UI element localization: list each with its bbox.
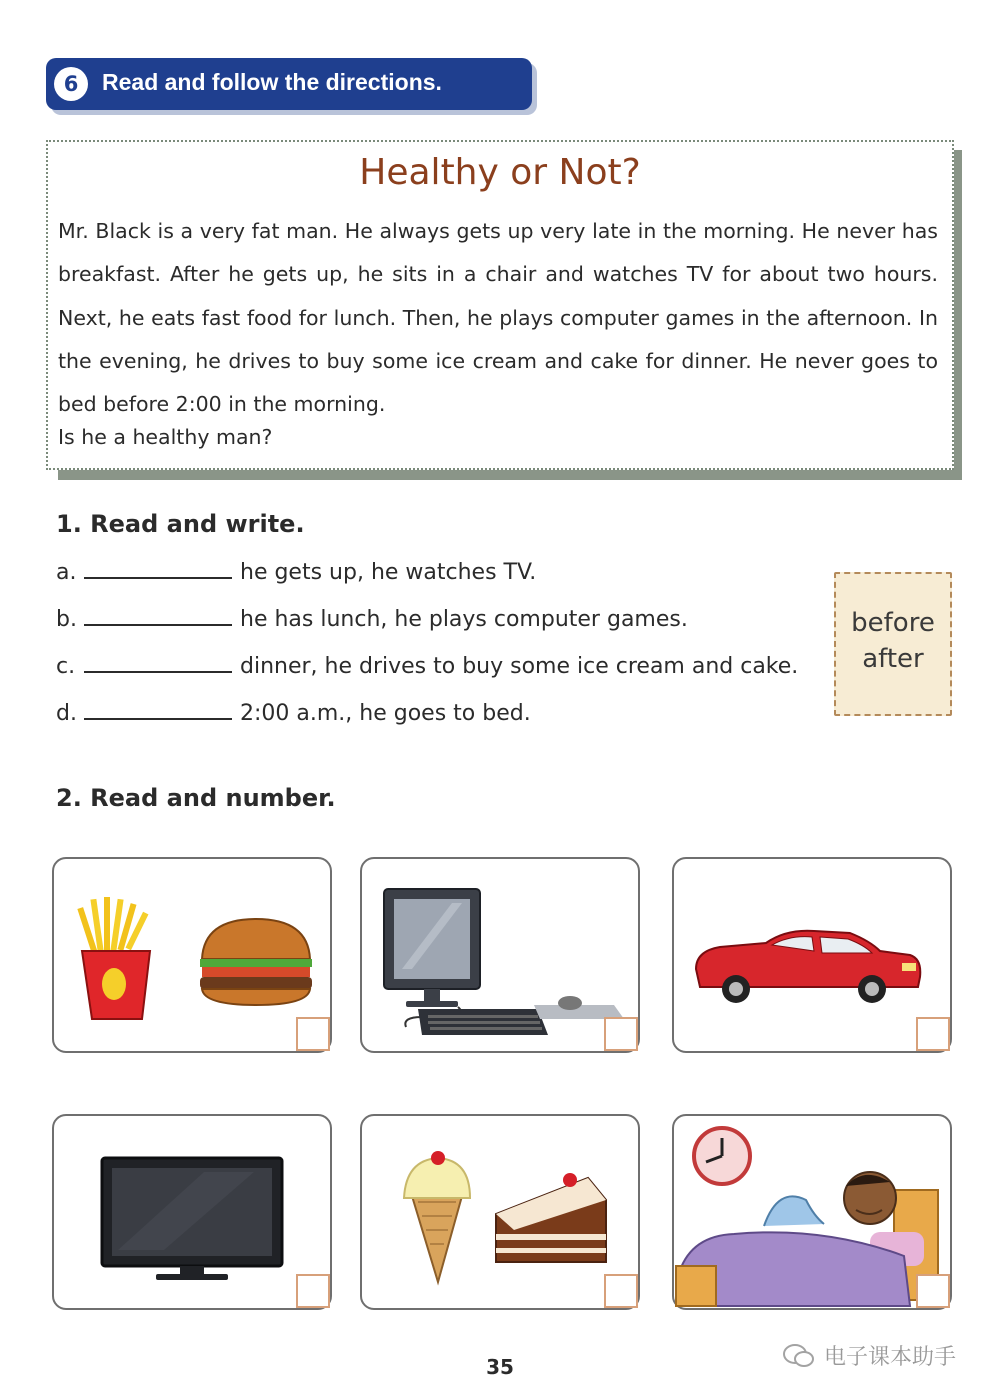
computer-icon bbox=[362, 859, 638, 1051]
item-text: he has lunch, he plays computer games. bbox=[240, 607, 688, 632]
number-box-3[interactable] bbox=[916, 1017, 950, 1051]
word-bank bbox=[834, 572, 952, 716]
car-icon bbox=[674, 859, 950, 1051]
instruction-banner bbox=[46, 58, 532, 110]
story-body: Mr. Black is a very fat man. He always gets up very late in the morning. He never has breakfast. After he gets up, he sits in a chair and watches TV for about two hours. Next, he eats fast food for lunch. Then, he plays computer games in the afternoon. In the evening, he drives to buy some ice cream and cake for dinner. He never goes to bed before 2:00 in the morning. bbox=[58, 219, 938, 417]
watermark bbox=[782, 1340, 956, 1371]
fill-row-b bbox=[56, 607, 688, 632]
item-letter: d. bbox=[56, 701, 77, 726]
picture-card-fast-food bbox=[52, 857, 332, 1053]
number-box-1[interactable] bbox=[296, 1017, 330, 1051]
item-letter: a. bbox=[56, 560, 77, 585]
fill-row-c bbox=[56, 654, 798, 679]
word-after: after bbox=[862, 644, 924, 674]
fill-row-a bbox=[56, 560, 536, 585]
story-question: Is he a healthy man? bbox=[58, 425, 273, 449]
story-title: Healthy or Not? bbox=[359, 152, 641, 193]
fill-row-d bbox=[56, 701, 531, 726]
page-number: 35 bbox=[486, 1355, 514, 1379]
picture-card-computer bbox=[360, 857, 640, 1053]
number-box-5[interactable] bbox=[604, 1274, 638, 1308]
tv-icon bbox=[54, 1116, 330, 1308]
answer-blank-b[interactable] bbox=[84, 608, 232, 626]
answer-blank-c[interactable] bbox=[84, 655, 232, 673]
instruction-text: Read and follow the directions. bbox=[102, 69, 442, 95]
item-text: he gets up, he watches TV. bbox=[240, 560, 537, 585]
number-box-2[interactable] bbox=[604, 1017, 638, 1051]
item-letter: b. bbox=[56, 607, 77, 632]
section2-heading: 2. Read and number. bbox=[56, 784, 336, 812]
picture-card-icecream-cake bbox=[360, 1114, 640, 1310]
answer-blank-a[interactable] bbox=[84, 561, 232, 579]
answer-blank-d[interactable] bbox=[84, 702, 232, 720]
picture-card-car bbox=[672, 857, 952, 1053]
picture-card-tv bbox=[52, 1114, 332, 1310]
word-before: before bbox=[851, 608, 935, 638]
item-text: 2:00 a.m., he goes to bed. bbox=[240, 701, 531, 726]
item-text: dinner, he drives to buy some ice cream and cake. bbox=[240, 654, 799, 679]
number-box-6[interactable] bbox=[916, 1274, 950, 1308]
picture-card-bed-clock bbox=[672, 1114, 952, 1310]
story-box bbox=[46, 140, 954, 470]
wechat-icon bbox=[782, 1342, 816, 1370]
icecream-cake-icon bbox=[362, 1116, 638, 1308]
exercise-number: 6 bbox=[54, 67, 88, 101]
man-in-bed-clock-icon bbox=[674, 1116, 950, 1308]
item-letter: c. bbox=[56, 654, 76, 679]
section1-heading: 1. Read and write. bbox=[56, 510, 305, 538]
fries-burger-icon bbox=[54, 859, 330, 1051]
watermark-text: 电子课本助手 bbox=[824, 1345, 957, 1370]
number-box-4[interactable] bbox=[296, 1274, 330, 1308]
